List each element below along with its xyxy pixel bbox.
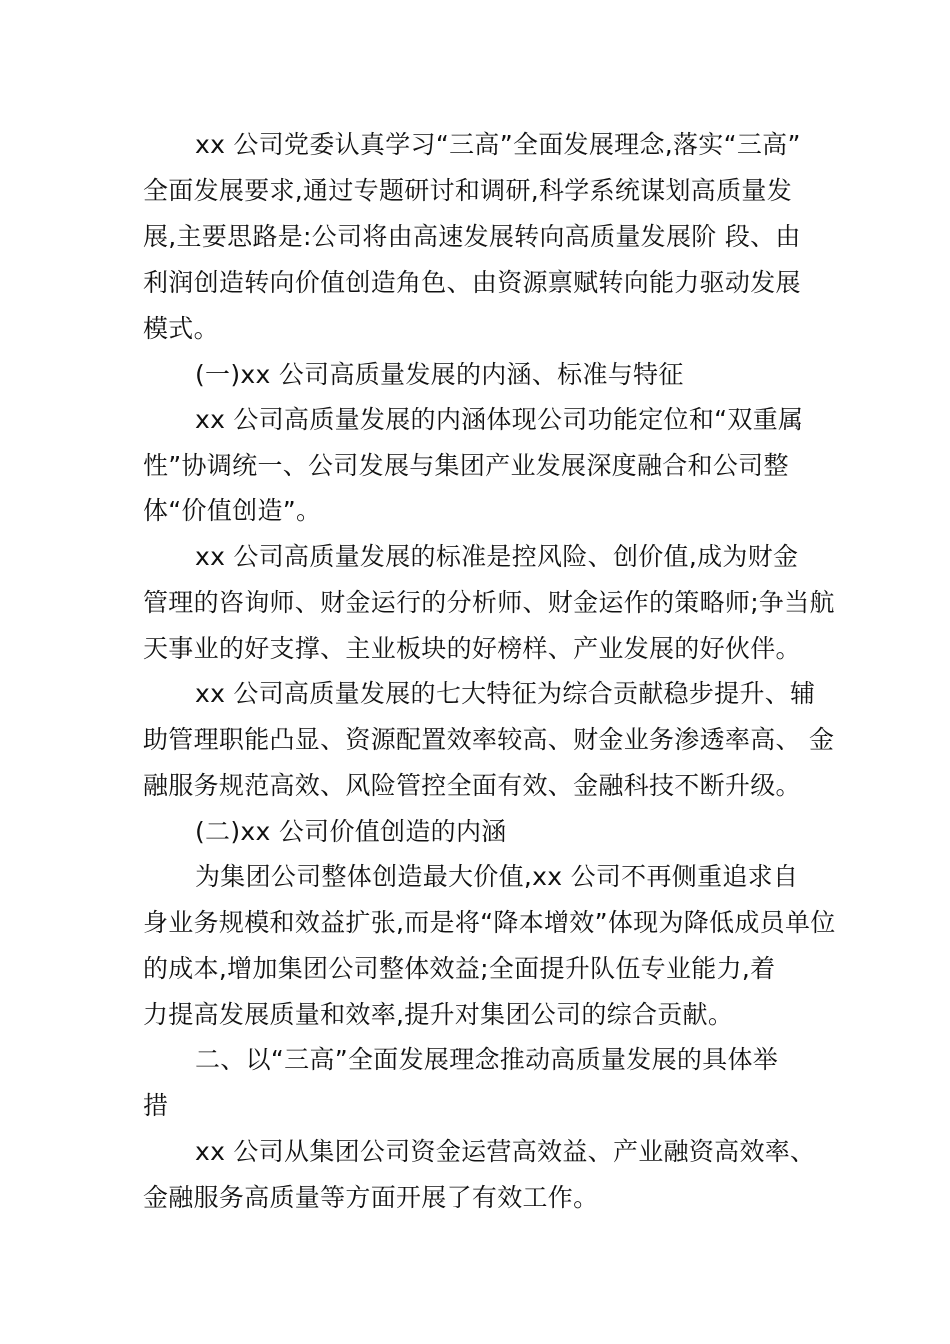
paragraph-5-line-1: 为集团公司整体创造最大价值,xx 公司不再侧重追求自 [195,862,799,891]
paragraph-3-line-2: 管理的咨询师、财金运行的分析师、财金运作的策略师;争当航 [143,588,835,617]
paragraph-4-line-2: 助管理职能凸显、资源配置效率较高、财金业务渗透率高、 金 [143,725,835,754]
paragraph-6-line-2: 金融服务高质量等方面开展了有效工作。 [143,1183,599,1212]
paragraph-2-line-3: 体“价值创造”。 [143,496,322,525]
paragraph-1-line-2: 全面发展要求,通过专题研讨和调研,科学系统谋划高质量发 [143,176,792,205]
section-heading-3-line-1: 二、以“三高”全面发展理念推动高质量发展的具体举 [195,1045,779,1074]
paragraph-4-line-1: xx 公司高质量发展的七大特征为综合贡献稳步提升、辅 [195,679,816,708]
section-heading-3-line-2: 措 [143,1091,169,1120]
paragraph-1-line-5: 模式。 [143,314,219,343]
section-heading-1: (一)xx 公司高质量发展的内涵、标准与特征 [195,360,684,389]
paragraph-1-line-3: 展,主要思路是:公司将由高速发展转向高质量发展阶 段、由 [143,222,801,251]
paragraph-4-line-3: 融服务规范高效、风险管控全面有效、金融科技不断升级。 [143,771,801,800]
paragraph-1-line-1: xx 公司党委认真学习“三高”全面发展理念,落实“三高” [195,130,801,159]
paragraph-3-line-3: 天事业的好支撑、主业板块的好榜样、产业发展的好伙伴。 [143,634,801,663]
paragraph-2-line-1: xx 公司高质量发展的内涵体现公司功能定位和“双重属 [195,405,804,434]
paragraph-5-line-2: 身业务规模和效益扩张,而是将“降本增效”体现为降低成员单位 [143,908,836,937]
paragraph-2-line-2: 性”协调统一、公司发展与集团产业发展深度融合和公司整 [143,451,789,480]
paragraph-6-line-1: xx 公司从集团公司资金运营高效益、产业融资高效率、 [195,1137,816,1166]
paragraph-5-line-3: 的成本,增加集团公司整体效益;全面提升队伍专业能力,着 [143,954,776,983]
paragraph-5-line-4: 力提高发展质量和效率,提升对集团公司的综合贡献。 [143,1000,734,1029]
paragraph-1-line-4: 利润创造转向价值创造角色、由资源禀赋转向能力驱动发展 [143,268,801,297]
paragraph-3-line-1: xx 公司高质量发展的标准是控风险、创价值,成为财金 [195,542,799,571]
section-heading-2: (二)xx 公司价值创造的内涵 [195,817,507,846]
